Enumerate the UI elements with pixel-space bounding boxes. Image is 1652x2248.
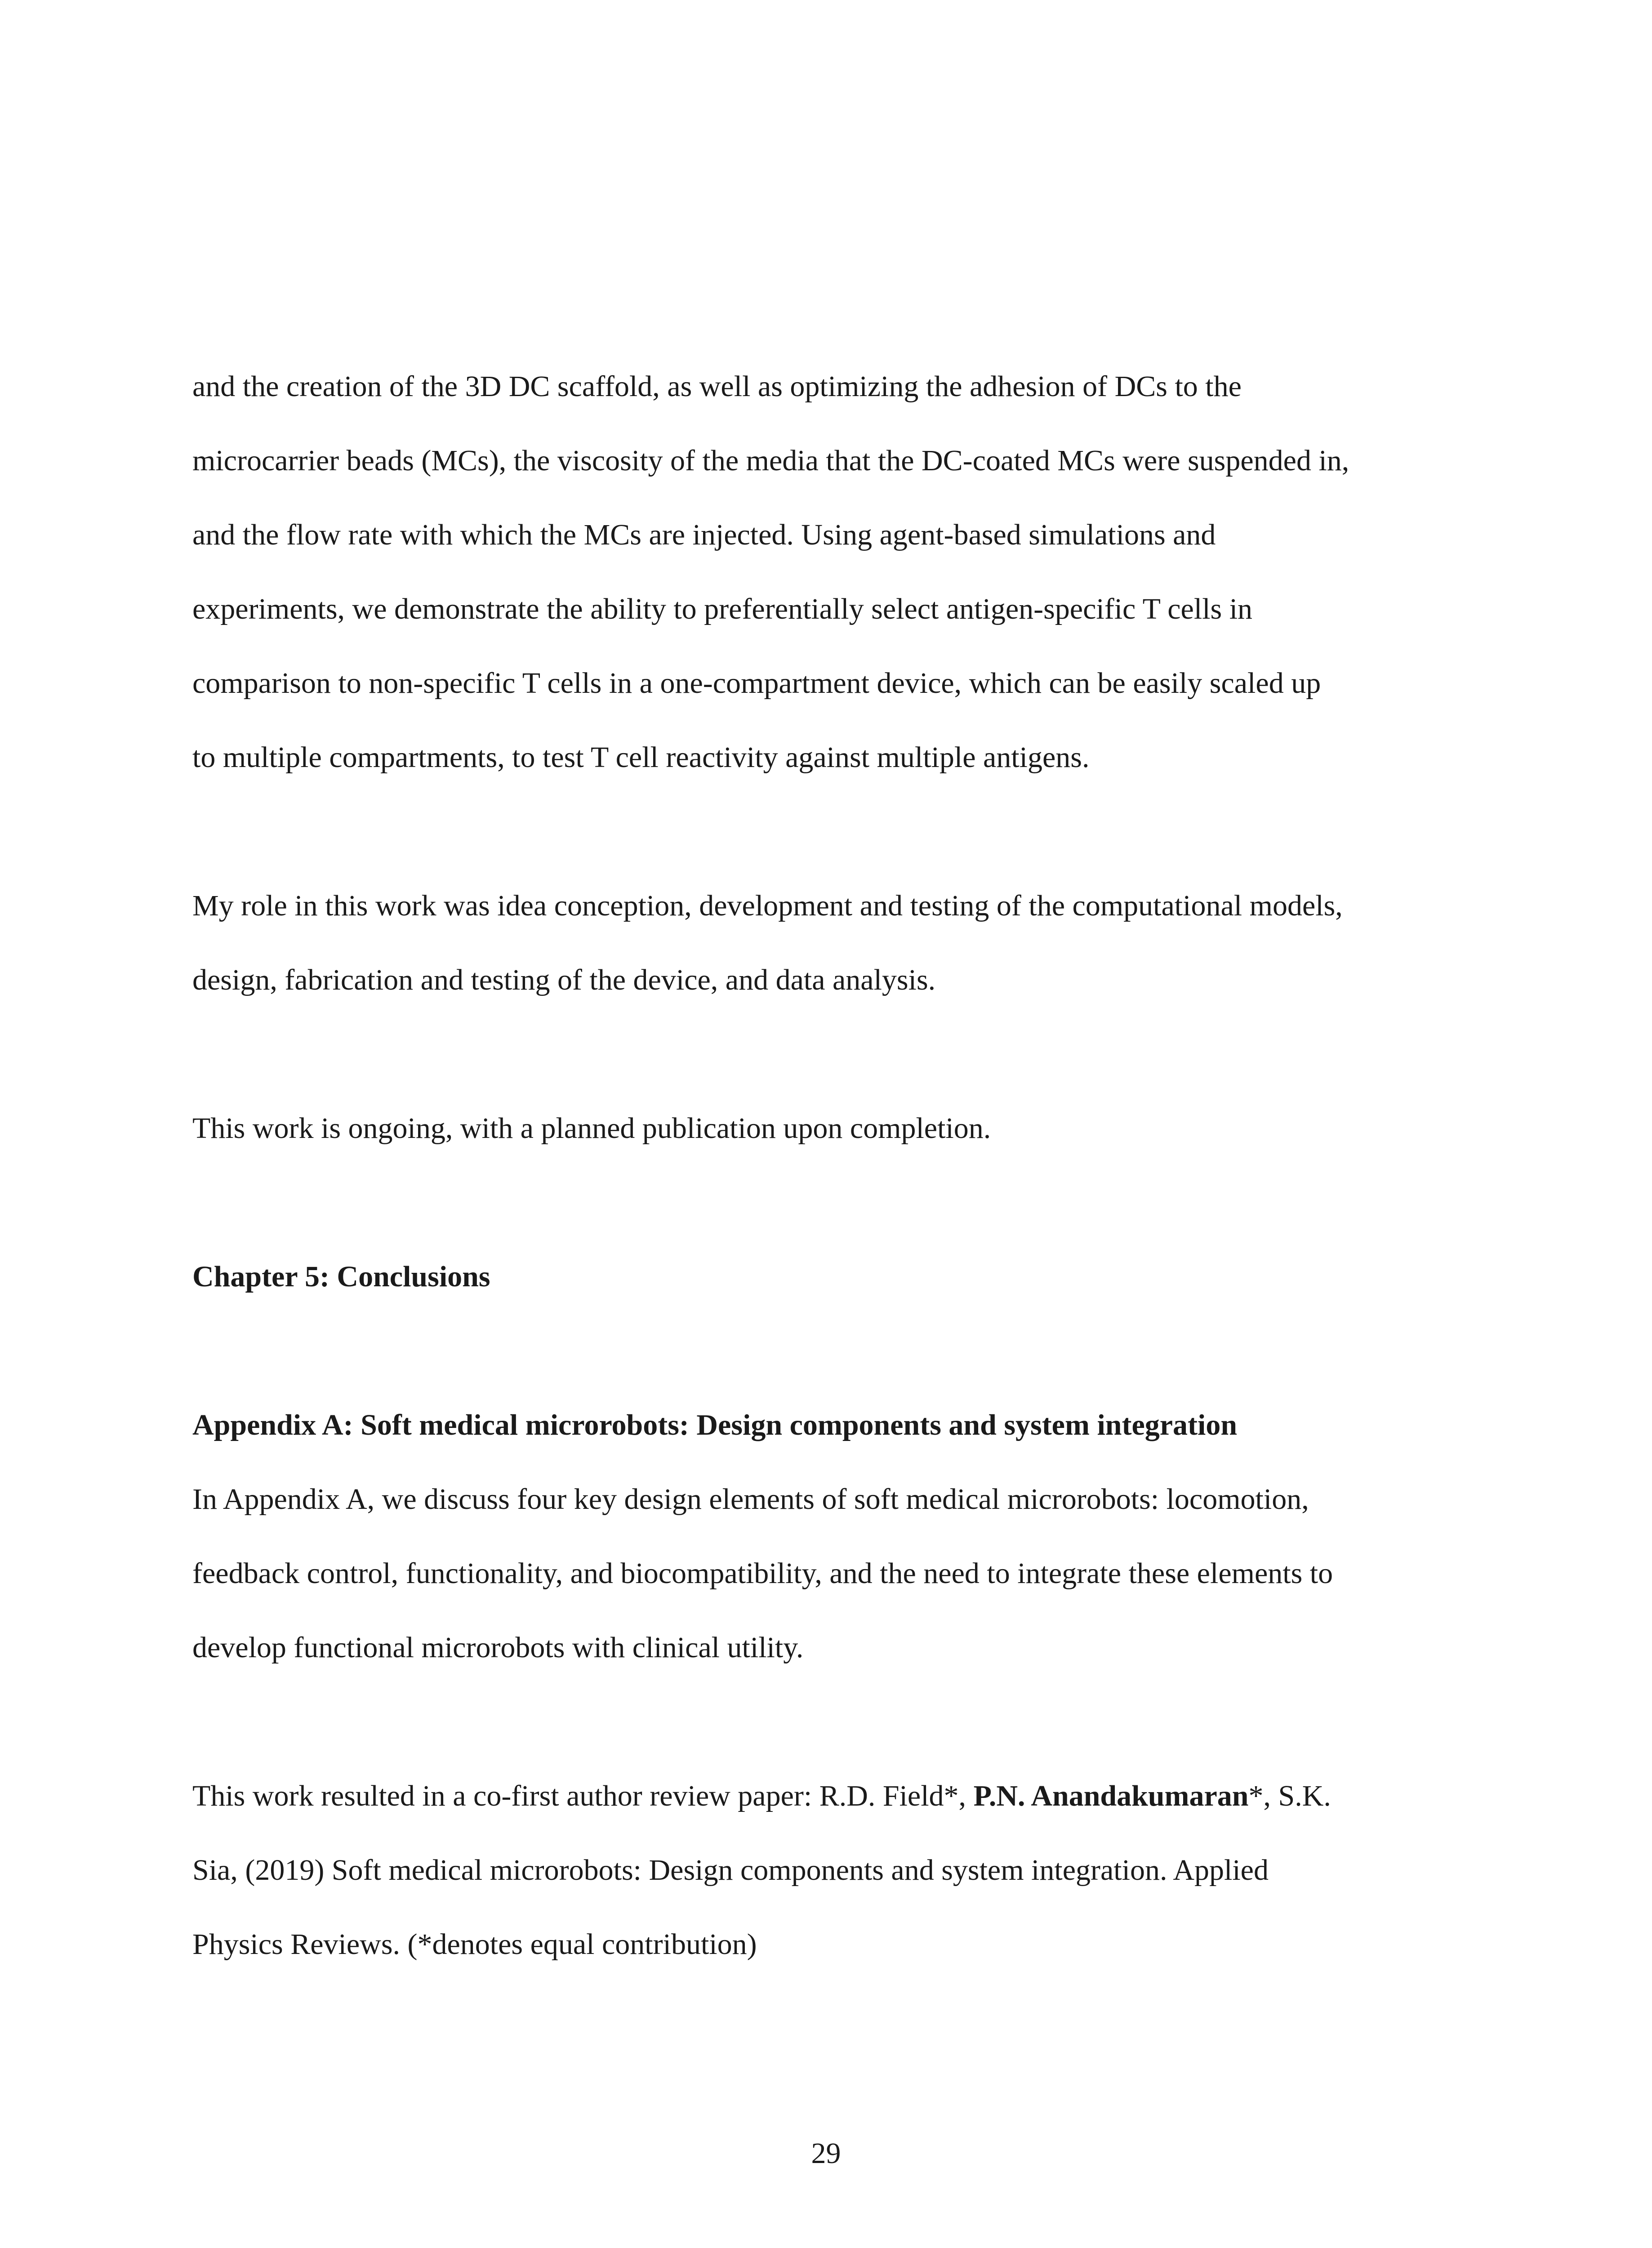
citation-line xyxy=(192,1778,1331,1814)
page-number: 29 xyxy=(811,2137,841,2170)
citation-text: This work resulted in a co-first author review paper: R.D. Field*, xyxy=(192,1780,974,1812)
paragraph-line: In Appendix A, we discuss four key design elements of soft medical microrobots: locomotion, xyxy=(192,1483,1309,1516)
appendix-heading: Appendix A: Soft medical microrobots: Design components and system integration xyxy=(192,1409,1238,1441)
paragraph-line: This work is ongoing, with a planned publication upon completion. xyxy=(192,1112,991,1145)
author-name-bold: P.N. Anandakumaran xyxy=(973,1780,1249,1812)
paragraph-line: design, fabrication and testing of the device, and data analysis. xyxy=(192,963,936,996)
paragraph-line: and the creation of the 3D DC scaffold, as well as optimizing the adhesion of DCs to the xyxy=(192,370,1242,403)
chapter-heading: Chapter 5: Conclusions xyxy=(192,1260,490,1293)
paragraph-line: to multiple compartments, to test T cell reactivity against multiple antigens. xyxy=(192,741,1090,774)
paragraph-line: experiments, we demonstrate the ability to preferentially select antigen-specific T cells in xyxy=(192,593,1253,625)
paragraph-line: Sia, (2019) Soft medical microrobots: Design components and system integration. Applied xyxy=(192,1854,1269,1887)
paragraph-line: and the flow rate with which the MCs are injected. Using agent-based simulations and xyxy=(192,518,1216,551)
paragraph-line: develop functional microrobots with clinical utility. xyxy=(192,1631,804,1664)
paragraph-line: Physics Reviews. (*denotes equal contribution) xyxy=(192,1928,757,1961)
paragraph-line: microcarrier beads (MCs), the viscosity of the media that the DC-coated MCs were suspended in, xyxy=(192,444,1349,477)
paragraph-line: My role in this work was idea conception, development and testing of the computational models, xyxy=(192,889,1343,922)
paragraph-line: comparison to non-specific T cells in a one-compartment device, which can be easily scaled up xyxy=(192,667,1321,700)
paragraph-line: feedback control, functionality, and biocompatibility, and the need to integrate these elements to xyxy=(192,1557,1333,1590)
citation-text: *, S.K. xyxy=(1248,1780,1331,1812)
